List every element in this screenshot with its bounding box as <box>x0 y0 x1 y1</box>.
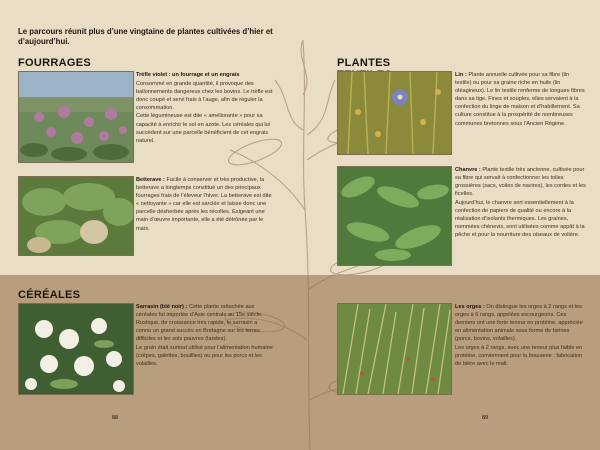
entry-paragraph: Le grain était surtout utilisé pour l’alimentation humaine (crêpes, galettes, bouillies) ou pour les porcs et les volailles. <box>136 344 273 368</box>
entry-chanvre <box>455 166 587 240</box>
entry-paragraph: Cette plante rattachée aux céréales fut importée d’Asie centrale au 15e siècle. Rustique, de croissance très rapide, le sarrasin a connu un grand succès en Bretagne sur les terres difficiles et les sols pauvres (landes). <box>136 304 263 343</box>
entry-title: Lin : <box>455 72 469 78</box>
entry-paragraph: Aujourd’hui, le chanvre sert essentiellement à la confection de papiers de qualité ou encore à la réalisation d’isolants thermiques. Les graines, nommées chènevis, sont utilisées comme appât à la pêche et pour la nourriture des oiseaux de volière. <box>455 199 585 239</box>
entry-paragraph: Facile à conserver et très productive, la betterave a longtemps constitué un des principaux fourrages frais de l’éleveur l’hiver. La betterave est dite « nettoyante » car elle est sarclée et laisse donc une parcelle désherbée après les récoltes. Exigeant une main d’œuvre importante, elle a été détrônée par le maïs. <box>136 177 272 232</box>
photo-lin <box>337 71 452 155</box>
entry-paragraph: Plante annuelle cultivée pour sa fibre (lin textile) ou pour sa graine riche en huile (lin oléagineux). Le lin textile renferme de longues fibres dans sa tige. Fines et souples, elles servaient à la confection du linge de maison et d’habillement. Sa culture constitue à la prospérité de nombreuses communes bretonnes sous l’Ancien Régime. <box>455 72 585 127</box>
photo-orges <box>337 303 452 395</box>
intro-text: Le parcours réunit plus d’une vingtaine de plantes cultivées d’hier et d’aujourd’hui. <box>18 27 273 46</box>
entry-lin <box>455 71 587 128</box>
photo-sarrasin <box>18 303 134 395</box>
photo-trefle <box>18 71 134 163</box>
section-label: FOURRAGES <box>18 57 91 69</box>
section-label: PLANTES <box>337 57 391 69</box>
entry-paragraph: Plante textile très ancienne, cultivée pour sa fibre qui servait à confectionner les toiles grossières (sacs, voiles de navires), les cordes et les ficelles. <box>455 167 586 198</box>
entry-title: Chanvre : <box>455 167 483 173</box>
entry-paragraph: On distingue les orges à 2 rangs et les orges à 6 rangs, appelées escourgeons. Ces derniers ont une forte teneur en protéine, appréciée en alimentation animale sous forme de farines (porcs, bovins, volailles). <box>455 304 583 343</box>
page-number-left: 88 <box>112 415 119 421</box>
entry-title: Trèfle violet : un fourrage et un engrais <box>136 72 240 78</box>
entry-title: Sarrasin (blé noir) : <box>136 304 189 310</box>
entry-trefle <box>136 71 274 145</box>
entry-paragraph: Cette légumineuse est dite « améliorante » pour sa capacité à enrichir le sol en azote. Les céréales qui lui succèdent sur une parcelle bénéficient de cet engrais naturel. <box>136 113 271 144</box>
photo-chanvre <box>337 166 452 266</box>
section-label: CÉRÉALES <box>18 289 81 301</box>
entry-orges <box>455 303 587 369</box>
entry-paragraph: Les orges à 2 rangs, avec une teneur plus faible en protéine, conviennent pour la brasserie : fabrication de bière avec le malt. <box>455 344 583 368</box>
page-number-right: 89 <box>482 415 489 421</box>
entry-betterave <box>136 176 274 233</box>
photo-betterave <box>18 176 134 256</box>
entry-title: Betterave : <box>136 177 167 183</box>
entry-paragraph: Consommé en grande quantité, il provoque des ballonnements dangereux chez les bovins. Le trèfle est donc coupé et servi frais à l’auge, afin de réguler la consommation. <box>136 80 273 111</box>
entry-title: Les orges : <box>455 304 487 310</box>
entry-sarrasin <box>136 303 274 369</box>
